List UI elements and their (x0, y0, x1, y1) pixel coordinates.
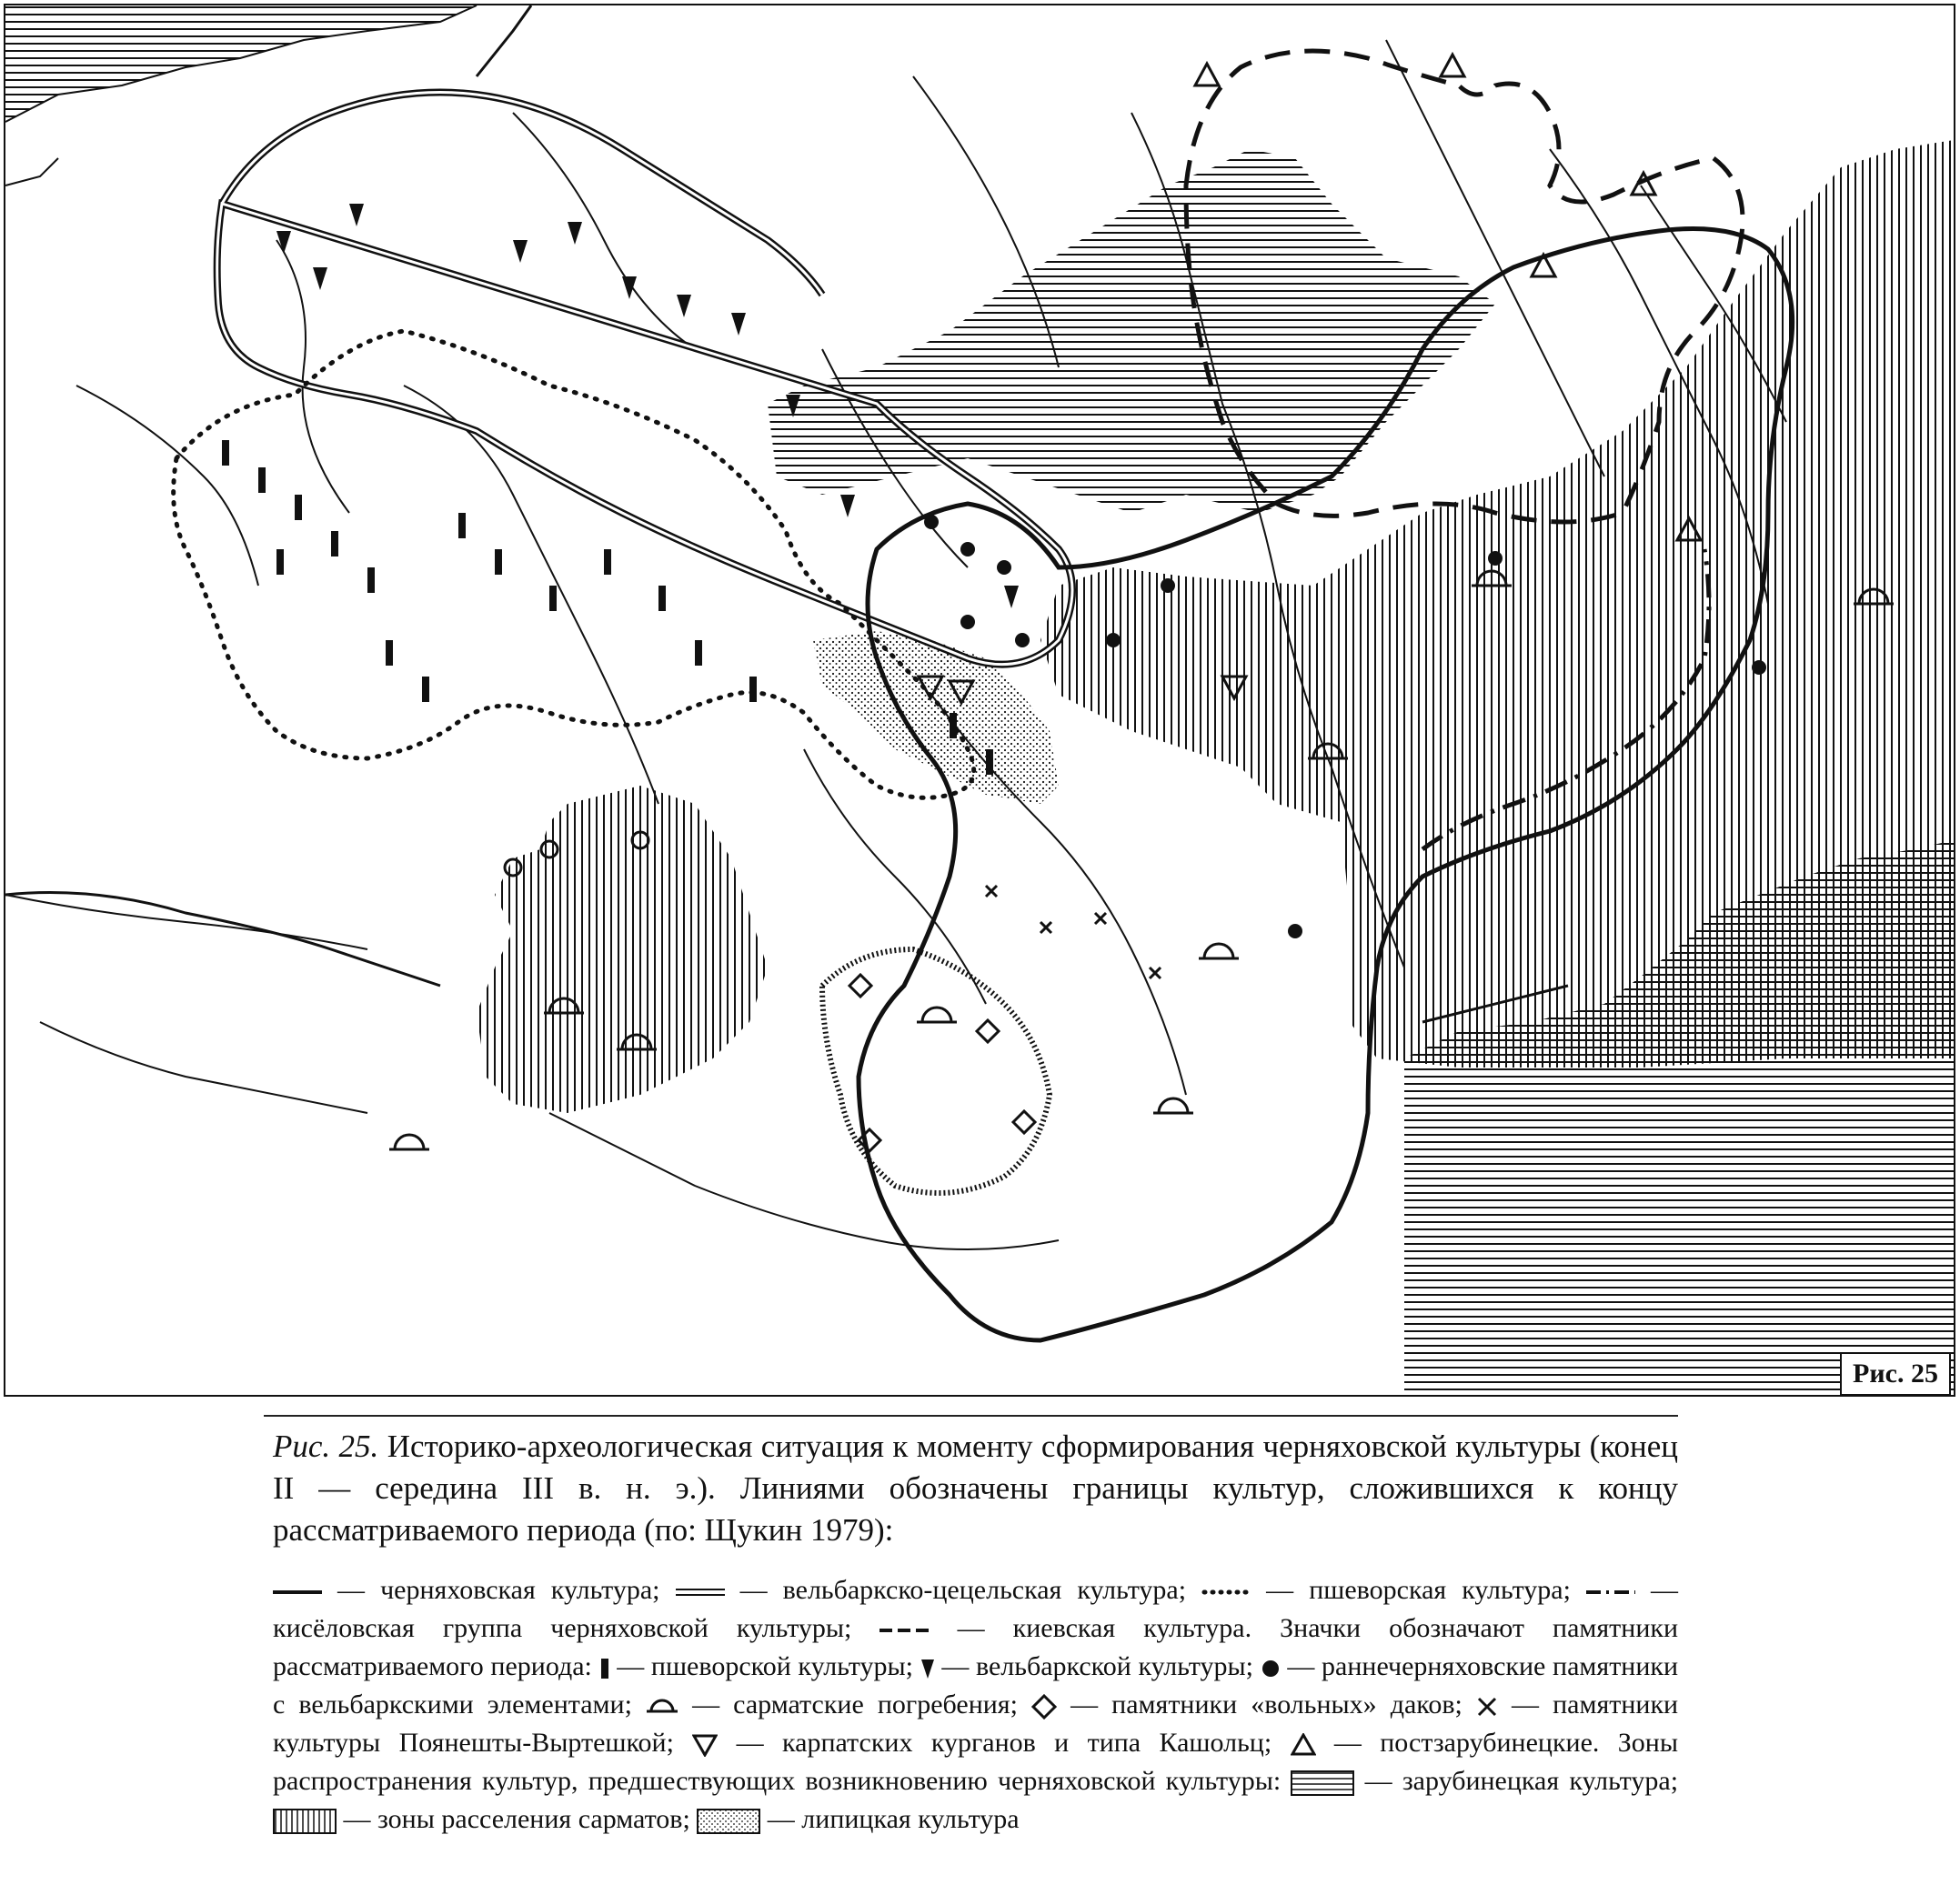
legend-site-early-chernyakhov: раннечерняховские памятники с вельбаркскими элементами; (273, 1651, 1679, 1720)
dot-icon (1288, 924, 1302, 938)
legend-dash: — (1651, 1575, 1679, 1605)
down-triangle-icon (692, 1733, 718, 1757)
legend-site-sarmatian: сарматские погребения; (733, 1689, 1018, 1720)
up-triangle-icon (1291, 1733, 1316, 1757)
bar-icon (950, 713, 957, 738)
legend-dash: — (767, 1804, 795, 1834)
bar-icon (422, 677, 429, 702)
caption-text: Историко-археологическая ситуация к моменту сформирования черняховской культуры (конец II — середина III в. н. э.). Линиями обозначены границы культур, сложившихся к концу рассматриваемого периода (по: Щукин 1979): (273, 1429, 1678, 1548)
legend-sites-intro: Значки обозначают памятники рассматриваемого периода: (273, 1613, 1679, 1681)
legend-line-kiev: киевская культура. (1012, 1613, 1252, 1643)
bar-icon (495, 549, 502, 575)
stipple-icon (697, 1809, 760, 1834)
dot-icon (1488, 551, 1503, 566)
caption-lead: Рис. 25. (273, 1429, 379, 1464)
dashed-line-icon (879, 1624, 929, 1637)
legend-dash: — (736, 1728, 764, 1758)
bar-icon (749, 677, 757, 702)
solid-line-icon (273, 1586, 322, 1599)
legend-dash: — (1287, 1651, 1315, 1681)
legend-zones-intro: Зоны распространения культур, предшествующих возникновению черняховской культуры: (273, 1728, 1679, 1796)
figure-caption (273, 1426, 1678, 1551)
dot-icon (1752, 660, 1766, 675)
bar-icon (549, 586, 557, 611)
legend-site-wielbark: вельбаркской культуры; (976, 1651, 1253, 1681)
archaeological-map (4, 4, 1955, 1397)
dot-icon (1015, 633, 1030, 647)
legend-site-carpathian: карпатских курганов и типа Кашольц; (782, 1728, 1272, 1758)
legend-dash: — (1266, 1575, 1294, 1605)
half-circle-icon (646, 1697, 678, 1717)
double-line-icon (676, 1586, 725, 1599)
legend-dash: — (617, 1651, 645, 1681)
legend-site-przeworsk: пшеворской культуры; (650, 1651, 913, 1681)
dot-icon (960, 542, 975, 556)
legend-zone-sarmatian: зоны расселения сарматов; (377, 1804, 690, 1834)
dot-icon (960, 615, 975, 629)
bar-icon (258, 467, 266, 493)
bar-icon (222, 440, 229, 466)
vertical-hatch-icon (273, 1809, 337, 1834)
bar-icon (367, 567, 375, 593)
legend-dash: — (957, 1613, 985, 1643)
legend-line-kiselovka: кисёловская группа черняховской культуры; (273, 1613, 852, 1643)
legend-zone-lipitsa: липицкая культура (801, 1804, 1020, 1834)
legend-dash: — (1333, 1728, 1362, 1758)
legend-dash: — (337, 1575, 366, 1605)
legend-dash: — (1512, 1689, 1540, 1720)
bar-icon (658, 586, 666, 611)
legend-line-chernyakhov: черняховская культура; (380, 1575, 660, 1605)
bar-icon (386, 640, 393, 666)
map-legend (273, 1571, 1678, 1839)
dot-icon (1106, 633, 1121, 647)
bar-icon (458, 513, 466, 538)
bar-icon (599, 1657, 610, 1680)
legend-site-poienesti: памятники культуры Поянешты-Выртешкой; (273, 1689, 1679, 1758)
legend-dash: — (343, 1804, 371, 1834)
dot-icon (1261, 1659, 1281, 1679)
legend-dash: — (1070, 1689, 1099, 1720)
dash-dot-line-icon (1586, 1586, 1635, 1599)
legend-dash: — (692, 1689, 720, 1720)
legend-dash: — (941, 1651, 970, 1681)
horizontal-hatch-icon (1291, 1770, 1354, 1796)
bar-icon (331, 531, 338, 556)
legend-zone-zarubintsy: зарубинецкая культура; (1402, 1766, 1679, 1796)
bar-icon (695, 640, 702, 666)
legend-dash: — (739, 1575, 768, 1605)
bar-icon (276, 549, 284, 575)
bar-icon (295, 495, 302, 520)
bar-icon (604, 549, 611, 575)
down-wedge-icon (920, 1657, 935, 1680)
figure-label: Рис. 25 (1840, 1352, 1951, 1396)
dot-icon (924, 515, 939, 529)
dot-icon (997, 560, 1011, 575)
legend-site-dacian: памятники «вольных» даков; (1111, 1689, 1462, 1720)
legend-site-post-zarubintsy: постзарубинецкие. (1380, 1728, 1600, 1758)
bar-icon (986, 749, 993, 775)
legend-line-przeworsk: пшеворская культура; (1309, 1575, 1571, 1605)
legend-dash: — (1364, 1766, 1392, 1796)
caption-rule (264, 1415, 1678, 1417)
legend-line-wielbark: вельбаркско-цецельская культура; (782, 1575, 1187, 1605)
diamond-icon (1031, 1694, 1057, 1720)
cross-icon (1476, 1696, 1498, 1718)
dot-icon (1161, 578, 1175, 593)
dotted-line-icon (1201, 1586, 1251, 1599)
